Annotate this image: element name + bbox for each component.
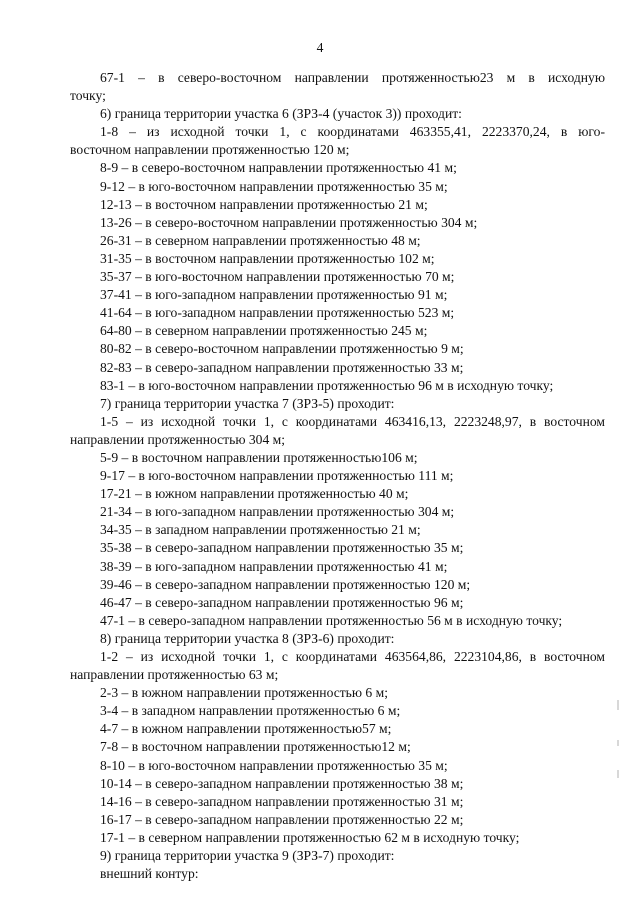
text-line: 47-1 – в северо-западном направлении протяженностью 56 м в исходную точку; (100, 612, 563, 628)
text-line: 7-8 – в восточном направлении протяженностью12 м; (100, 739, 411, 755)
text-line: восточном направлении протяженностью 120 м; (70, 142, 350, 158)
text-line: 1-5 – из исходной точки 1, с координатами 463416,13, 2223248,97, в восточном (100, 413, 605, 429)
text-line: 9-17 – в юго-восточном направлении протяженностью 111 м; (100, 468, 454, 484)
text-line: 16-17 – в северо-западном направлении протяженностью 22 м; (100, 811, 464, 827)
text-line: 35-37 – в юго-восточном направлении протяженностью 70 м; (100, 269, 455, 285)
document-body (70, 69, 605, 883)
text-line: 67-1 – в северо-восточном направлении протяженностью23 м в исходную (100, 70, 605, 85)
text-line: 4-7 – в южном направлении протяженностью57 м; (100, 721, 392, 737)
text-line: направлении протяженностью 304 м; (70, 431, 286, 447)
text-line: 64-80 – в северном направлении протяженностью 245 м; (100, 323, 428, 339)
text-line: 13-26 – в северо-восточном направлении протяженностью 304 м; (100, 214, 478, 230)
text-line: 12-13 – в восточном направлении протяженностью 21 м; (100, 196, 428, 212)
text-line: 41-64 – в юго-западном направлении протяженностью 523 м; (100, 305, 455, 321)
text-line: 3-4 – в западном направлении протяженностью 6 м; (100, 703, 401, 719)
text-line: 38-39 – в юго-западном направлении протяженностью 41 м; (100, 558, 448, 574)
text-line: 10-14 – в северо-западном направлении протяженностью 38 м; (100, 775, 464, 791)
text-line: 46-47 – в северо-западном направлении протяженностью 96 м; (100, 594, 464, 610)
text-line: 1-2 – из исходной точки 1, с координатами 463564,86, 2223104,86, в восточном (100, 649, 605, 664)
text-line: 17-1 – в северном направлении протяженностью 62 м в исходную точку; (100, 829, 520, 845)
text-line: 8-10 – в юго-восточном направлении протяженностью 35 м; (100, 757, 448, 773)
text-line: 9) граница территории участка 9 (ЗРЗ-7) проходит: (100, 848, 395, 864)
text-line: 21-34 – в юго-западном направлении протяженностью 304 м; (100, 504, 455, 520)
text-line: направлении протяженностью 63 м; (70, 667, 279, 683)
text-line: 80-82 – в северо-восточном направлении протяженностью 9 м; (100, 341, 464, 357)
scan-mark (617, 700, 619, 710)
scan-mark (617, 740, 619, 746)
text-line: 82-83 – в северо-западном направлении протяженностью 33 м; (100, 359, 464, 375)
text-line: 2-3 – в южном направлении протяженностью 6 м; (100, 685, 389, 701)
text-line: 9-12 – в юго-восточном направлении протяженностью 35 м; (100, 178, 448, 194)
text-line: 8) граница территории участка 8 (ЗРЗ-6) проходит: (100, 630, 395, 646)
text-line: 17-21 – в южном направлении протяженностью 40 м; (100, 486, 409, 502)
text-line: 31-35 – в восточном направлении протяженностью 102 м; (100, 250, 435, 266)
text-line: точку; (70, 88, 106, 104)
text-line: 34-35 – в западном направлении протяженностью 21 м; (100, 522, 421, 538)
text-line: 39-46 – в северо-западном направлении протяженностью 120 м; (100, 576, 471, 592)
text-line: 7) граница территории участка 7 (ЗРЗ-5) проходит: (100, 395, 395, 411)
scan-mark (617, 770, 619, 778)
text-line: 14-16 – в северо-западном направлении протяженностью 31 м; (100, 793, 464, 809)
text-line: 35-38 – в северо-западном направлении протяженностью 35 м; (100, 540, 464, 556)
text-line: 83-1 – в юго-восточном направлении протяженностью 96 м в исходную точку; (100, 377, 554, 393)
text-line: 8-9 – в северо-восточном направлении протяженностью 41 м; (100, 160, 457, 176)
text-line: внешний контур: (100, 866, 199, 882)
text-line: 37-41 – в юго-западном направлении протяженностью 91 м; (100, 287, 448, 303)
text-line: 26-31 – в северном направлении протяженностью 48 м; (100, 232, 421, 248)
text-line: 6) граница территории участка 6 (ЗРЗ-4 (участок 3)) проходит: (100, 106, 462, 122)
text-line: 1-8 – из исходной точки 1, с координатами 463355,41, 2223370,24, в юго- (100, 124, 605, 140)
text-line: 5-9 – в восточном направлении протяженностью106 м; (100, 449, 418, 465)
page-number: 4 (316, 40, 324, 55)
